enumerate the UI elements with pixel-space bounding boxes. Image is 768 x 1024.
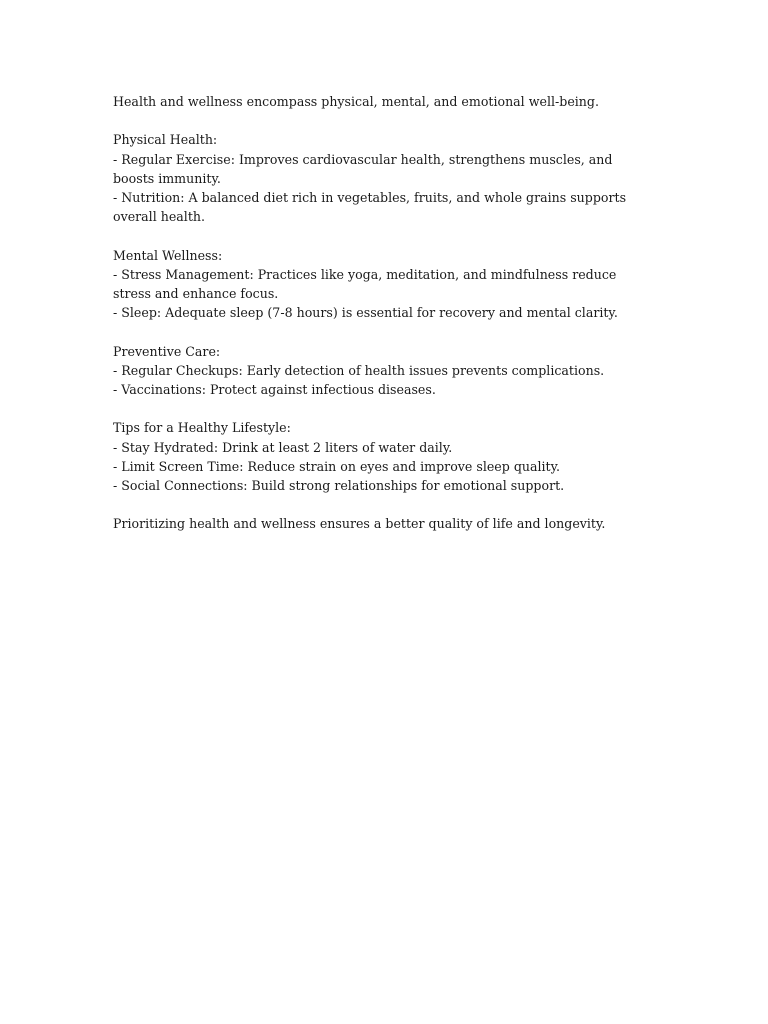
section-physical-health — [113, 130, 653, 226]
list-item: - Regular Checkups: Early detection of health issues prevents complications. — [113, 362, 605, 378]
conclusion-paragraph: Prioritizing health and wellness ensures a better quality of life and longevity. — [113, 516, 606, 532]
paragraph-gap — [113, 226, 653, 245]
section-mental-wellness — [113, 246, 653, 323]
list-item: - Vaccinations: Protect against infectious diseases. — [113, 382, 436, 397]
list-item: - Nutrition: A balanced diet rich in vegetables, fruits, and whole grains supports overall health. — [113, 190, 627, 225]
list-item: - Sleep: Adequate sleep (7-8 hours) is essential for recovery and mental clarity. — [113, 305, 618, 321]
list-item: - Regular Exercise: Improves cardiovascular health, strengthens muscles, and boosts immunity. — [113, 151, 613, 186]
section-heading: Preventive Care: — [113, 343, 221, 359]
list-item: - Limit Screen Time: Reduce strain on eyes and improve sleep quality. — [113, 458, 561, 474]
list-item: - Stay Hydrated: Drink at least 2 liters of water daily. — [113, 439, 453, 455]
section-healthy-lifestyle-tips — [113, 418, 653, 495]
list-item: - Stress Management: Practices like yoga, meditation, and mindfulness reduce stress and enhance focus. — [113, 266, 617, 301]
section-heading: Tips for a Healthy Lifestyle: — [113, 420, 291, 436]
list-item: - Social Connections: Build strong relationships for emotional support. — [113, 478, 565, 493]
section-preventive-care — [113, 342, 653, 400]
paragraph-gap — [113, 322, 653, 341]
paragraph-gap — [113, 399, 653, 418]
intro-paragraph: Health and wellness encompass physical, mental, and emotional well-being. — [113, 94, 599, 109]
section-heading: Mental Wellness: — [113, 247, 223, 263]
document-body — [113, 92, 653, 534]
paragraph-gap — [113, 495, 653, 514]
section-heading: Physical Health: — [113, 132, 218, 148]
paragraph-gap — [113, 111, 653, 130]
